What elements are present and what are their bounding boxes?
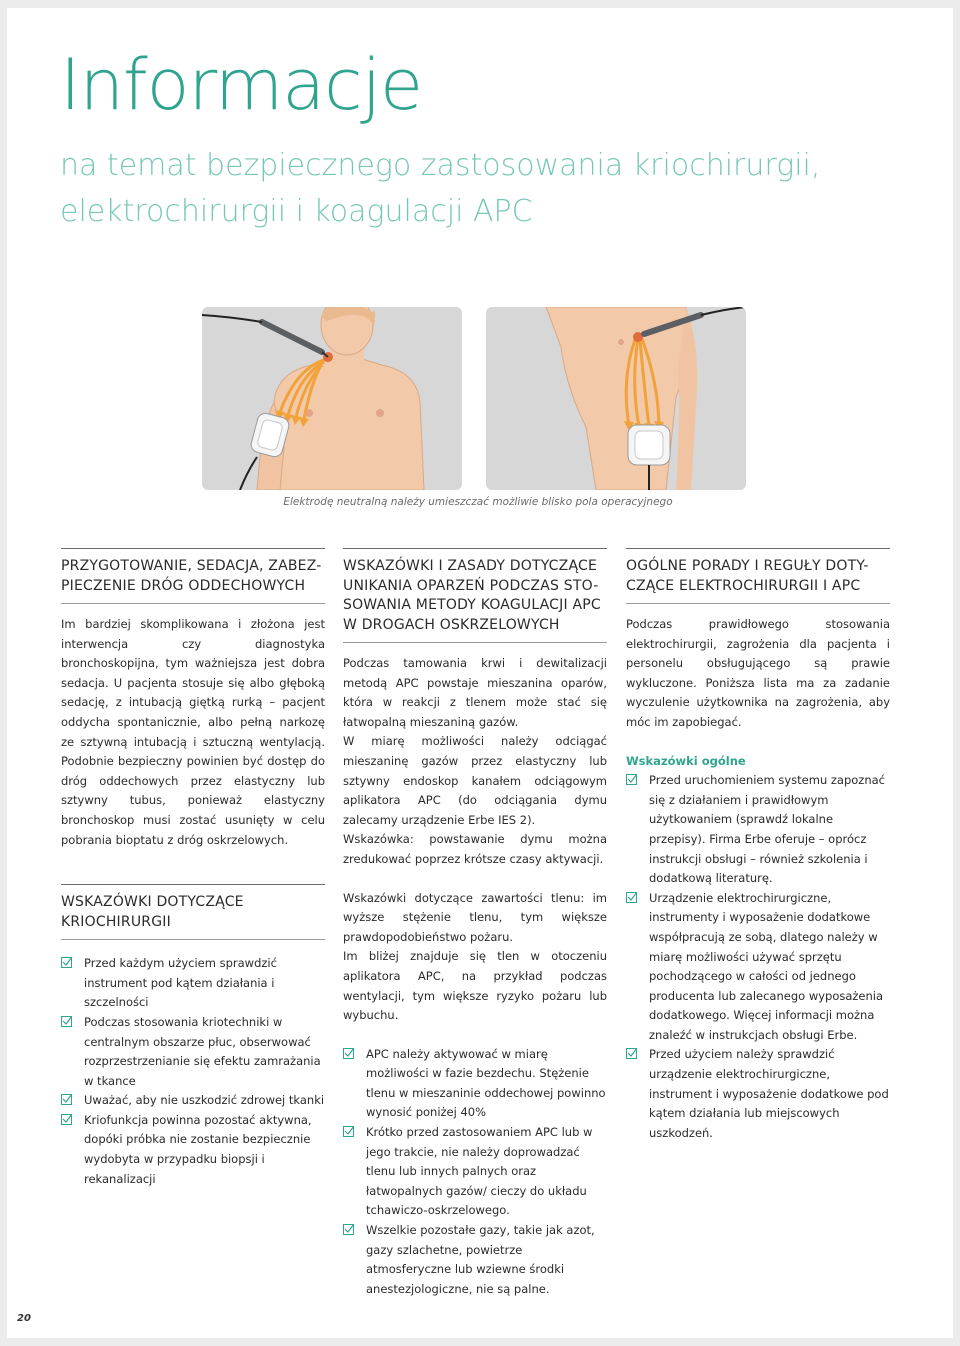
list-item: Krótko przed zastosowaniem APC lub w jego trakcie, nie należy doprowadzać tlenu lub innych palnych oraz łatwopalnych gazów/ cieczy do układu tchawiczo-oskrzelowego. [343, 1123, 607, 1221]
page-number: 20 [17, 1313, 31, 1324]
checklist [626, 771, 890, 1143]
checkbox-icon [61, 1114, 72, 1125]
list-item: Uważać, aby nie uszkodzić zdrowej tkanki [61, 1091, 325, 1111]
paragraph: Wskazówka: powstawanie dymu można zredukować poprzez krótsze czasy aktywacji. [343, 832, 607, 866]
list-item: APC należy aktywować w miarę możliwości w fazie bezdechu. Stężenie tlenu w mieszaninie oddechowej powinno wynosić poniżej 40% [343, 1045, 607, 1123]
checkbox-icon [61, 1016, 72, 1027]
section-heading: PRZYGOTOWANIE, SEDACJA, ZABEZ-PIECZENIE DRÓG ODDECHOWYCH [61, 558, 322, 594]
list-item: Przed uruchomieniem systemu zapoznać się z działaniem i prawidłowym użytkowaniem (sprawdź lokalne przepisy). Firma Erbe oferuje – oprócz instrukcji obsługi – również szkolenia i dodatkową literaturę. [626, 771, 890, 889]
paragraph: Podczas prawidłowego stosowania elektrochirurgii, zagrożenia dla pacjenta i personelu obsługującego są prawie wykluczone. Poniższa lista ma za zadanie wyczulenie użytkownika na zagrożenia, aby móc im zapobiegać. [626, 617, 890, 729]
checkbox-icon [343, 1126, 354, 1137]
list-item: Urządzenie elektrochirurgiczne, instrumenty i wyposażenie dodatkowe współpracują ze sobą, dlatego należy w miarę możliwości używać sprzętu pochodzącego w całości od jednego producenta lub zalecanego wyposażenia dodatkowego. Więcej informacji można znaleźć w instrukcjach obsługi Erbe. [626, 889, 890, 1046]
page-title: Informacje [60, 44, 423, 126]
section-heading: WSKAZÓWKI I ZASADY DOTYCZĄCE UNIKANIA OPARZEŃ PODCZAS STO-SOWANIA METODY KOAGULACJI APC W DROGACH OSKRZELOWYCH [343, 558, 601, 633]
checkbox-icon [626, 774, 637, 785]
checkbox-icon [61, 957, 72, 968]
section-heading: WSKAZÓWKI DOTYCZĄCE KRIOCHIRURGII [61, 894, 244, 930]
checkbox-icon [626, 892, 637, 903]
checkbox-icon [61, 1094, 72, 1105]
divider [626, 548, 890, 549]
illustration-thigh [486, 307, 746, 490]
list-item: Przed użyciem należy sprawdzić urządzenie elektrochirurgiczne, instrument i wyposażenie dodatkowe pod kątem działania lub miejscowych uszkodzeń. [626, 1045, 890, 1143]
list-item: Przed każdym użyciem sprawdzić instrument pod kątem działania i szczelności [61, 954, 325, 1013]
paragraph: W miarę możliwości należy odciągać mieszaninę gazów przez elastyczny lub sztywny endoskop kanałem odciągowym aplikatora APC (do odciągania dymu zalecamy urządzenie Erbe IES 2). [343, 734, 607, 827]
list-item: Podczas stosowania kriotechniki w centralnym obszarze płuc, obserwować rozprzestrzenianie się efektu zamrażania w tkance [61, 1013, 325, 1091]
list-item: Wszelkie pozostałe gazy, takie jak azot, gazy szlachetne, powietrze atmosferyczne lub wziewne środki anestezjologiczne, nie są palne. [343, 1221, 607, 1299]
column-preparation [61, 548, 325, 1189]
checkbox-icon [343, 1048, 354, 1059]
section-heading: OGÓLNE PORADY I REGUŁY DOTY-CZĄCE ELEKTROCHIRURGII I APC [626, 558, 869, 594]
figure-caption: Elektrodę neutralną należy umieszczać możliwie blisko pola operacyjnego [283, 496, 673, 508]
column-general-rules [626, 548, 890, 1143]
checkbox-icon [626, 1048, 637, 1059]
checklist [343, 1045, 607, 1300]
column-apc-burns [343, 548, 607, 1299]
checklist [61, 954, 325, 1189]
subheading: Wskazówki ogólne [626, 753, 746, 768]
divider [61, 548, 325, 549]
illustration-upper-body [202, 307, 462, 490]
paragraph: Wskazówki dotyczące zawartości tlenu: im wyższe stężenie tlenu, tym większe prawdopodobieństwo pożaru. [343, 890, 607, 944]
paragraph: Im bardziej skomplikowana i złożona jest interwencja czy diagnostyka bronchoskopijna, tym ważniejsza jest dobra sedacja. U pacjenta stosuje się albo głęboką sedację, z intubacją giętką rurką – pacjent oddycha spontanicznie, albo pełną narkozę ze sztywną intubacją i sztuczną wentylacją. Podobnie bezpieczny powinien być dostęp do dróg oddechowych przez elastyczny lub sztywny tubus, ponieważ elastyczny bronchoskop musi zostać usunięty w celu pobrania bioptatu z dróg oskrzelowych. [61, 617, 325, 847]
divider [343, 548, 607, 549]
page-subtitle: na temat bezpiecznego zastosowania kriochirurgii, elektrochirurgii i koagulacji APC [60, 148, 821, 229]
list-item: Kriofunkcja powinna pozostać aktywna, dopóki próbka nie zostanie bezpiecznie wydobyta w przypadku biopsji i rekanalizacji [61, 1111, 325, 1189]
divider [61, 884, 325, 885]
checkbox-icon [343, 1224, 354, 1235]
paragraph: Podczas tamowania krwi i dewitalizacji metodą APC powstaje mieszanina oparów, która w reakcji z tlenem może stać się łatwopalną mieszaniną gazów. [343, 656, 607, 729]
paragraph: Im bliżej znajduje się tlen w otoczeniu aplikatora APC, na przykład podczas wentylacji, tym większe ryzyko pożaru lub wybuchu. [343, 949, 607, 1023]
